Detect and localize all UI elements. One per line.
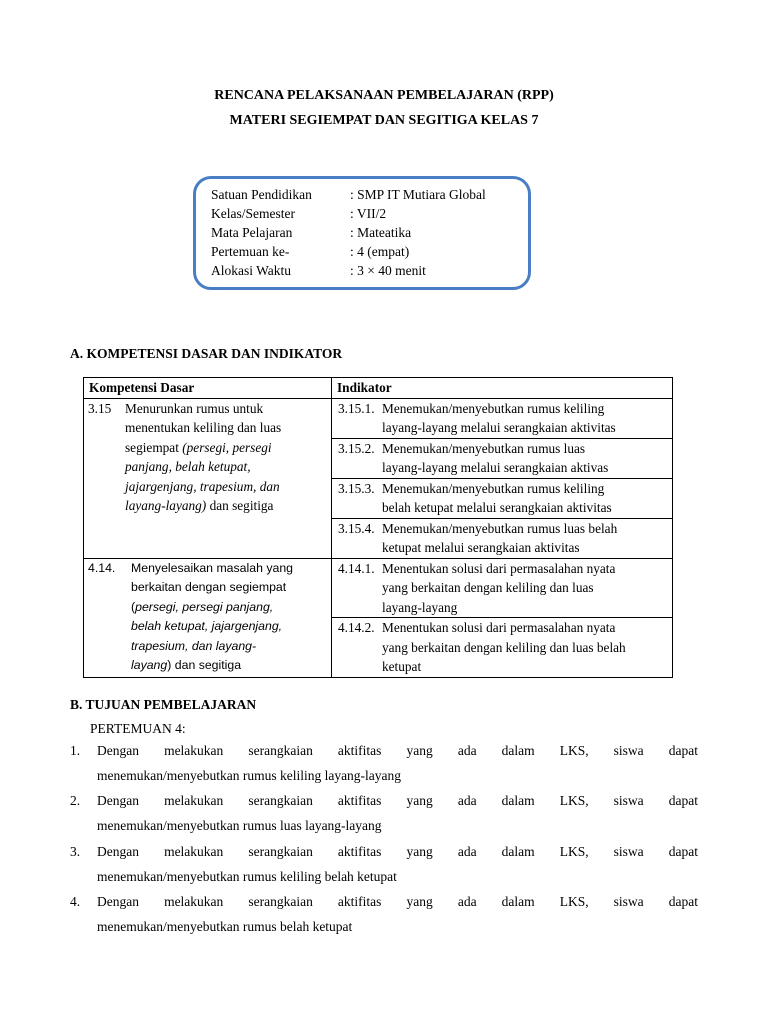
indicator-number: 3.15.3. (338, 480, 375, 496)
kd-line: belah ketupat, jajargenjang, (131, 619, 283, 633)
column-header-kd: Kompetensi Dasar (84, 378, 332, 399)
kd-line: Menyelesaikan masalah yang (131, 560, 294, 575)
indicator-line: layang-layang melalui serangkaian aktivas (382, 460, 609, 475)
indicator-number: 4.14.2. (338, 620, 375, 635)
document-subtitle: MATERI SEGIEMPAT DAN SEGITIGA KELAS 7 (229, 113, 539, 128)
kd-cell (84, 558, 332, 677)
indicator-cell (332, 438, 673, 478)
info-key: Satuan Pendidikan (211, 187, 312, 202)
goal-number: 4. (70, 894, 81, 909)
kd-line: panjang, belah ketupat, (125, 459, 251, 474)
list-item (70, 889, 698, 939)
kd-line: berkaitan dengan segiempat (131, 580, 287, 594)
document-title: RENCANA PELAKSANAAN PEMBELAJARAN (RPP) (214, 88, 554, 103)
indicator-line: Menemukan/menyebutkan rumus keliling (382, 480, 605, 496)
table-row (84, 558, 673, 618)
kd-line: (persegi, persegi panjang, (131, 599, 274, 614)
goal-number: 2. (70, 793, 81, 808)
info-key: Kelas/Semester (211, 206, 295, 221)
list-item (70, 738, 698, 788)
indicator-number: 3.15.1. (338, 400, 375, 416)
goal-number: 3. (70, 844, 81, 859)
indicator-line: layang-layang melalui serangkaian aktivitas (382, 420, 616, 435)
indicator-line: Menemukan/menyebutkan rumus luas (382, 440, 586, 456)
info-value: : VII/2 (350, 206, 387, 221)
identity-box (193, 176, 531, 290)
kd-cell (84, 398, 332, 558)
indicator-line: layang-layang (382, 599, 458, 615)
table-header-row (84, 378, 673, 399)
goal-line: menemukan/menyebutkan rumus keliling layang-layang (97, 768, 402, 783)
indicator-cell (332, 618, 673, 678)
goal-line: menemukan/menyebutkan rumus luas layang-layang (97, 818, 382, 833)
info-value: : Mateatika (350, 225, 412, 240)
info-key: Alokasi Waktu (211, 263, 292, 278)
info-value: : 3 × 40 menit (350, 263, 426, 278)
goal-line: Dengan melakukan serangkaian aktifitas yang ada dalam LKS, siswa dapat (97, 894, 698, 909)
indicator-line: Menentukan solusi dari permasalahan nyata (382, 560, 616, 576)
indicator-line: belah ketupat melalui serangkaian aktivitas (382, 500, 612, 515)
kd-number: 3.15 (88, 400, 112, 416)
section-a-heading: A. KOMPETENSI DASAR DAN INDIKATOR (70, 346, 343, 361)
kd-line: trapesium, dan layang- (131, 638, 257, 653)
kd-line: layang) dan segitiga (131, 658, 242, 672)
kd-text (84, 399, 331, 516)
list-item (70, 788, 698, 838)
kd-line: menentukan keliling dan luas (125, 420, 282, 435)
kd-line: layang-layang) dan segitiga (125, 498, 274, 513)
indicator-line: Menentukan solusi dari permasalahan nyata (382, 620, 616, 635)
kd-line: segiempat (persegi, persegi (125, 439, 272, 455)
goal-number: 1. (70, 743, 81, 758)
indicator-cell (332, 518, 673, 558)
indicator-line: yang berkaitan dengan keliling dan luas belah (382, 639, 626, 655)
indicator-line: ketupat melalui serangkaian aktivitas (382, 540, 580, 555)
indicator-cell (332, 558, 673, 618)
indicator-line: Menemukan/menyebutkan rumus luas belah (382, 520, 618, 536)
indicator-line: ketupat (382, 659, 422, 674)
meeting-label: PERTEMUAN 4: (90, 721, 186, 736)
competency-table (83, 377, 673, 678)
goal-line: Dengan melakukan serangkaian aktifitas yang ada dalam LKS, siswa dapat (97, 743, 698, 758)
indicator-number: 3.15.4. (338, 520, 375, 536)
table-row (84, 398, 673, 438)
indicator-number: 3.15.2. (338, 440, 375, 456)
goal-line: menemukan/menyebutkan rumus keliling belah ketupat (97, 869, 397, 884)
goal-line: Dengan melakukan serangkaian aktifitas yang ada dalam LKS, siswa dapat (97, 793, 698, 808)
info-key: Mata Pelajaran (211, 225, 293, 240)
indicator-cell (332, 478, 673, 518)
goal-line: menemukan/menyebutkan rumus belah ketupat (97, 919, 353, 934)
column-header-indicator: Indikator (332, 378, 673, 399)
kd-line: Menurunkan rumus untuk (125, 400, 264, 416)
indicator-cell (332, 398, 673, 438)
kd-text (84, 559, 331, 676)
indicator-number: 4.14.1. (338, 560, 375, 576)
section-b-heading: B. TUJUAN PEMBELAJARAN (70, 697, 257, 712)
indicator-line: Menemukan/menyebutkan rumus keliling (382, 400, 605, 416)
info-key: Pertemuan ke- (211, 244, 290, 259)
list-item (70, 839, 698, 889)
info-value: : SMP IT Mutiara Global (350, 187, 486, 202)
kd-line: jajargenjang, trapesium, dan (125, 478, 280, 494)
goal-line: Dengan melakukan serangkaian aktifitas yang ada dalam LKS, siswa dapat (97, 844, 698, 859)
info-value: : 4 (empat) (350, 244, 410, 259)
kd-number: 4.14. (88, 560, 116, 575)
indicator-line: yang berkaitan dengan keliling dan luas (382, 580, 594, 595)
